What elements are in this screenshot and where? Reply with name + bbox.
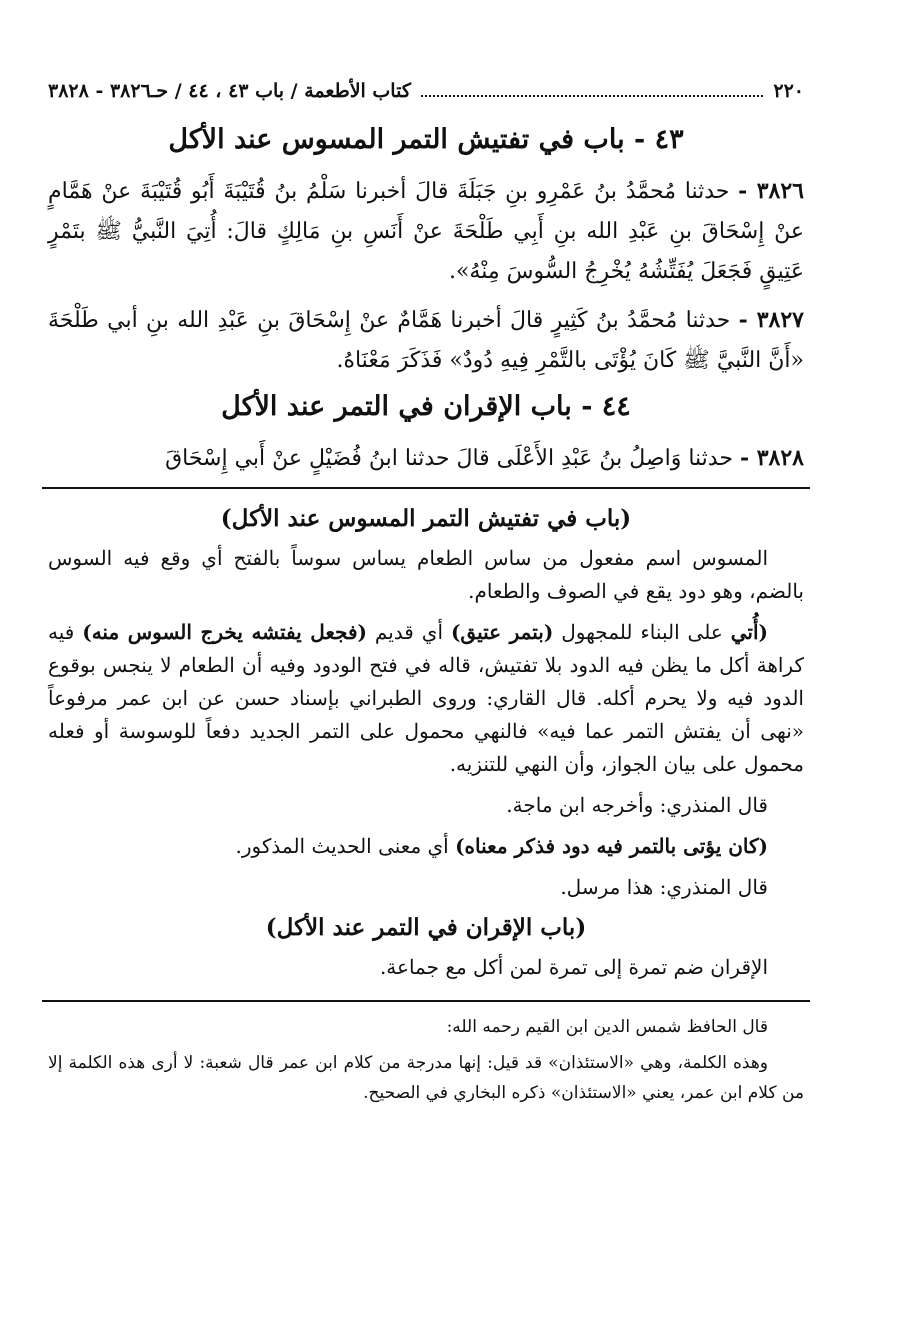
commentary-text: المسوس اسم مفعول من ساس الطعام يساس سوساً بالفتح أي وقع فيه السوس بالضم، وهو دود يقع في الصوف والطعام. bbox=[48, 546, 804, 603]
commentary-text: قال المنذري: وأخرجه ابن ماجة. bbox=[506, 793, 768, 817]
lemma: (بتمر عتيق) bbox=[450, 620, 554, 644]
chapter-44-title: ٤٤ - باب الإقران في التمر عند الأكل bbox=[221, 391, 631, 422]
commentary-text: قال المنذري: هذا مرسل. bbox=[560, 875, 768, 899]
lemma: (فجعل يفتشه يخرج السوس منه) bbox=[82, 620, 367, 644]
running-title: كتاب الأطعمة / باب ٤٣ ، ٤٤ / حـ٣٨٢٦ - ٣٨٢٨ bbox=[48, 80, 411, 102]
commentary-paragraph-6 bbox=[48, 951, 804, 984]
footnote-line-2: وهذه الكلمة، وهي «الاستئذان» قد قيل: إنها مدرجة من كلام ابن عمر قال شعبة: لا أرى هذه الكلمة إلا من كلام ابن عمر، يعني «الاستئذان» ذكره البخاري في الصحيح. bbox=[48, 1053, 804, 1103]
hadith-3826 bbox=[48, 171, 804, 292]
page-number: ٢٢٠ bbox=[773, 80, 804, 102]
commentary-divider bbox=[42, 487, 810, 489]
hadith-text: حدثنا مُحمَّدُ بنُ عَمْرِو بنِ جَبَلَةَ قالَ أخبرنا سَلْمُ بنُ قُتَيْبَةَ أَبُو قُتَيْبَةَ عنْ هَمَّامٍ عنْ إِسْحَاقَ بنِ عَبْدِ الله بنِ أَبِي طَلْحَةَ عنْ أَنَسِ بنِ مَالِكٍ قالَ: أُتِيَ النَّبيُّ ﷺ بتَمْرٍ عَتِيقٍ فَجَعَلَ يُفَتِّشُهُ يُخْرِجُ السُّوسَ مِنْهُ». bbox=[48, 179, 804, 284]
hadith-text: حدثنا وَاصِلُ بنُ عَبْدِ الأَعْلَى قالَ حدثنا ابنُ فُضَيْلٍ عنْ أَبي إِسْحَاقَ bbox=[165, 446, 733, 471]
commentary-title-1: (باب في تفتيش التمر المسوس عند الأكل) bbox=[220, 505, 632, 532]
hadith-number: ٣٨٢٦ - bbox=[738, 178, 804, 204]
hadith-3827 bbox=[48, 300, 804, 381]
commentary-text: الإقران ضم تمرة إلى تمرة لمن أكل مع جماعة. bbox=[379, 955, 768, 979]
book-page bbox=[48, 80, 804, 1114]
commentary-title-2: (باب الإقران في التمر عند الأكل) bbox=[265, 914, 587, 941]
commentary-paragraph-1 bbox=[48, 542, 804, 608]
hadith-3828 bbox=[48, 438, 804, 479]
footnote-line-1: قال الحافظ شمس الدين ابن القيم رحمه الله: bbox=[446, 1017, 768, 1037]
commentary-paragraph-4: (كان يؤتى بالتمر فيه دود فذكر معناه) أي معنى الحديث المذكور. bbox=[235, 834, 768, 858]
hadith-number: ٣٨٢٨ - bbox=[739, 445, 804, 471]
commentary-paragraph-5 bbox=[48, 871, 804, 904]
commentary-paragraph-3 bbox=[48, 789, 804, 822]
lemma: (أُتي bbox=[730, 620, 768, 644]
commentary-paragraph-2: (أُتي على البناء للمجهول (بتمر عتيق) أي قديم (فجعل يفتشه يخرج السوس منه) فيه كراهة أكل ما يظن فيه الدود بلا تفتيش، قاله في فتح الودود وفيه أن الطعام لا ينجس بوقوع الدود فيه ولا يحرم أكله. قال القاري: وروى الطبراني بإسناد حسن عن ابن عمر مرفوعاً «نهى أن يفتش التمر عما فيه» فالنهي محمول على التمر الجديد دفعاً للوسوسة أو فعله محمول على بيان الجواز، وأن النهي للتنزيه. bbox=[48, 620, 804, 776]
hadith-number: ٣٨٢٧ - bbox=[738, 307, 804, 333]
hadith-text: حدثنا مُحمَّدُ بنُ كَثِيرٍ قالَ أخبرنا هَمَّامٌ عنْ إِسْحَاقَ بنِ عَبْدِ الله بنِ أبي طَلْحَةَ «أَنَّ النَّبيَّ ﷺ كَانَ يُؤْتَى بالتَّمْرِ فِيهِ دُودٌ» فَذَكَرَ مَعْنَاهُ. bbox=[48, 308, 804, 373]
lemma: (كان يؤتى بالتمر فيه دود فذكر معناه) bbox=[455, 834, 768, 858]
footnote-divider bbox=[42, 1000, 810, 1002]
header-dots bbox=[421, 95, 764, 97]
running-header bbox=[48, 80, 804, 114]
chapter-43-title: ٤٣ - باب في تفتيش التمر المسوس عند الأكل bbox=[168, 124, 684, 155]
